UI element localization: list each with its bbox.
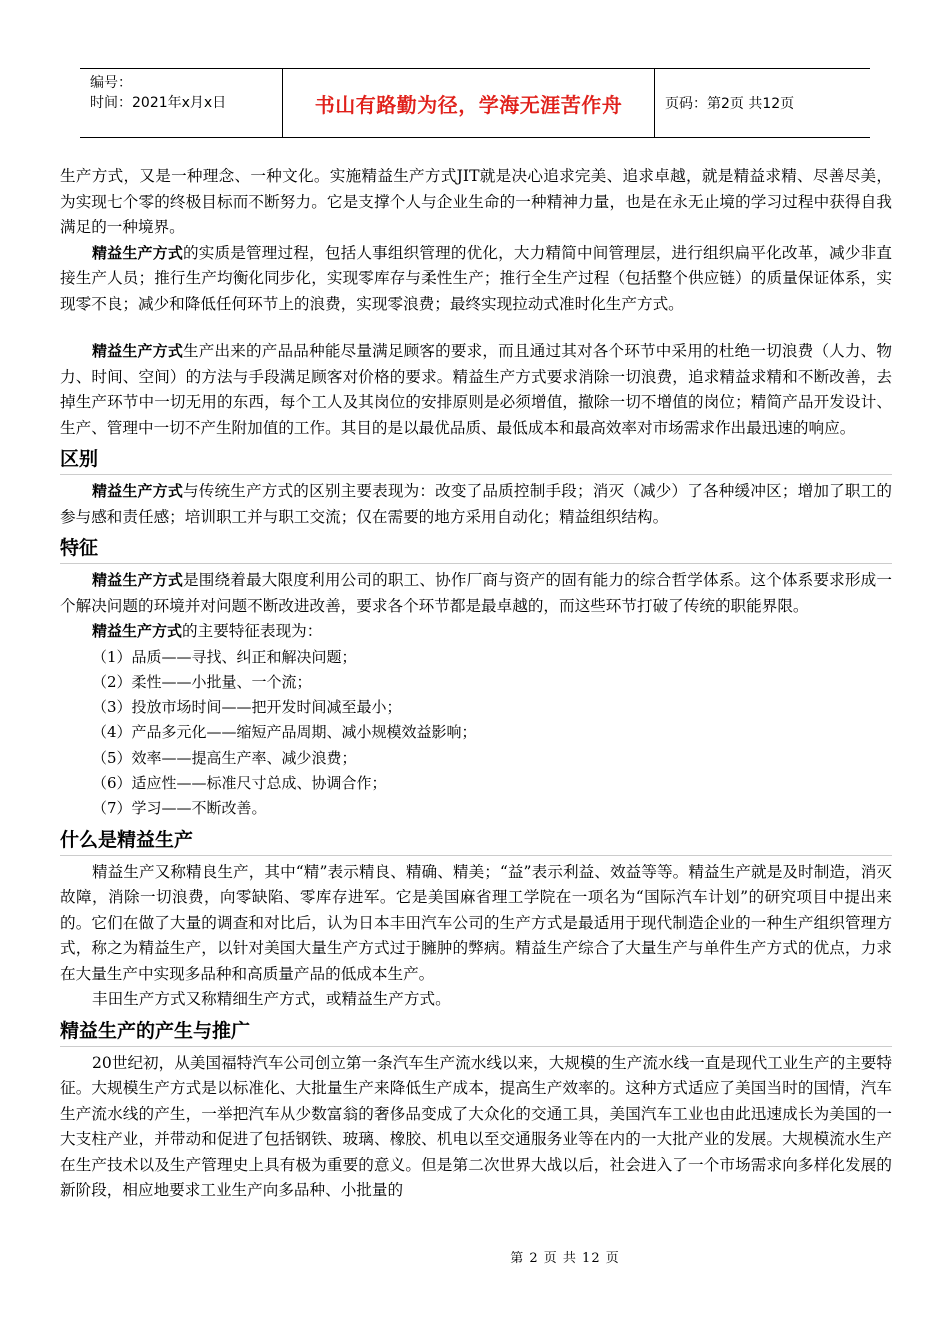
section-heading-what-is-lean: 什么是精益生产 bbox=[60, 828, 892, 856]
intro-paragraph-3 bbox=[60, 339, 892, 441]
features-paragraph-1 bbox=[60, 568, 892, 619]
term-bold: 精益生产方式 bbox=[92, 243, 183, 262]
paragraph-text: 的主要特征表现为： bbox=[182, 622, 323, 640]
origin-paragraph-1: 20世纪初，从美国福特汽车公司创立第一条汽车生产流水线以来，大规模的生产流水线一直是现代工业生产的主要特征。大规模生产方式是以标准化、大批量生产来降低生产成本，提高生产效率的。这种方式适应了美国当时的国情，汽车生产流水线的产生，一举把汽车从少数富翁的奢侈品变成了大众化的交通工具，美国汽车工业也由此迅速成长为美国的一大支柱产业，并带动和促进了包括钢铁、玻璃、橡胶、机电以至交通服务业等在内的一大批产业的发展。大规模流水生产在生产技术以及生产管理史上具有极为重要的意义。但是第二次世界大战以后，社会进入了一个市场需求向多样化发展的新阶段，相应地要求工业生产向多品种、小批量的 bbox=[60, 1053, 892, 1200]
page-info-text: 页码：第2页 共12页 bbox=[665, 96, 795, 112]
term-bold: 精益生产方式 bbox=[92, 622, 183, 640]
feature-list-item: （1）品质——寻找、纠正和解决问题； bbox=[92, 647, 357, 666]
document-number-label: 编号： bbox=[90, 75, 132, 91]
feature-list-item: （5）效率——提高生产率、减少浪费； bbox=[92, 748, 357, 767]
paragraph-text: 生产出来的产品品种能尽量满足顾客的要求，而且通过其对各个环节中采用的杜绝一切浪费（人力、物力、时间、空间）的方法与手段满足顾客对价格的要求。精益生产方式要求消除一切浪费，追求精益求精和不断改善，去掉生产环节中一切无用的东西，每个工人及其岗位的安排原则是必须增值，撤除一切不增值的岗位；精简产品开发设计、生产、管理中一切不产生附加值的工作。其目的是以最优品质、最低成本和最高效率对市场需求作出最迅速的响应。 bbox=[60, 342, 892, 437]
document-body bbox=[60, 164, 892, 1204]
paragraph-text: 的实质是管理过程，包括人事组织管理的优化，大力精简中间管理层，进行组织扁平化改革，减少非直接生产人员；推行生产均衡化同步化，实现零库存与柔性生产；推行全生产过程（包括整个供应链）的质量保证体系，实现零不良；减少和降低任何环节上的浪费，实现零浪费；最终实现拉动式准时化生产方式。 bbox=[60, 243, 892, 313]
feature-list-item: （2）柔性——小批量、一个流； bbox=[92, 672, 312, 691]
header-meta bbox=[80, 69, 283, 137]
feature-list-item: （7）学习——不断改善。 bbox=[92, 799, 267, 818]
section-heading-features: 特征 bbox=[60, 536, 892, 564]
difference-paragraph bbox=[60, 479, 892, 530]
footer-page-number: 第 2 页 共 12 页 bbox=[510, 1251, 620, 1266]
what-is-lean-paragraph-2: 丰田生产方式又称精细生产方式，或精益生产方式。 bbox=[92, 990, 451, 1009]
section-heading-origin: 精益生产的产生与推广 bbox=[60, 1019, 892, 1047]
header-motto-cell bbox=[283, 69, 655, 137]
intro-paragraph-2 bbox=[60, 241, 892, 318]
page-footer bbox=[0, 1247, 950, 1266]
feature-list-item: （6）适应性——标准尺寸总成、协调合作； bbox=[92, 773, 387, 792]
feature-list-item: （3）投放市场时间——把开发时间减至最小； bbox=[92, 698, 402, 717]
document-time-label: 时间：2021年x月x日 bbox=[90, 95, 227, 111]
header-page-info bbox=[655, 69, 870, 137]
paragraph-gap bbox=[60, 317, 892, 339]
features-paragraph-2 bbox=[60, 619, 892, 645]
page-header bbox=[80, 68, 870, 138]
paragraph-text: 是围绕着最大限度利用公司的职工、协作厂商与资产的固有能力的综合哲学体系。这个体系要求形成一个解决问题的环境并对问题不断改进改善，要求各个环节都是最卓越的，而这些环节打破了传统的职能界限。 bbox=[60, 571, 892, 615]
term-bold: 精益生产方式 bbox=[92, 571, 183, 589]
intro-paragraph-1: 生产方式，又是一种理念、一种文化。实施精益生产方式JIT就是决心追求完美、追求卓越，就是精益求精、尽善尽美，为实现七个零的终极目标而不断努力。它是支撑个人与企业生命的一种精神力量，也是在永无止境的学习过程中获得自我满足的一种境界。 bbox=[60, 167, 892, 236]
term-bold: 精益生产方式 bbox=[92, 482, 183, 500]
feature-list-item: （4）产品多元化——缩短产品周期、减小规模效益影响； bbox=[92, 723, 477, 742]
header-motto: 书山有路勤为径，学海无涯苦作舟 bbox=[314, 92, 623, 117]
section-heading-difference: 区别 bbox=[60, 447, 892, 475]
term-bold: 精益生产方式 bbox=[92, 342, 183, 360]
paragraph-text: 与传统生产方式的区别主要表现为：改变了品质控制手段；消灭（减少）了各种缓冲区；增加了职工的参与感和责任感；培训职工并与职工交流；仅在需要的地方采用自动化；精益组织结构。 bbox=[60, 482, 892, 526]
what-is-lean-paragraph-1: 精益生产又称精良生产，其中“精”表示精良、精确、精美；“益”表示利益、效益等等。精益生产就是及时制造，消灭故障，消除一切浪费，向零缺陷、零库存进军。它是美国麻省理工学院在一项名为“国际汽车计划”的研究项目中提出来的。它们在做了大量的调查和对比后，认为日本丰田汽车公司的生产方式是最适用于现代制造企业的一种生产组织管理方式，称之为精益生产，以针对美国大量生产方式过于臃肿的弊病。精益生产综合了大量生产与单件生产方式的优点，力求在大量生产中实现多品种和高质量产品的低成本生产。 bbox=[60, 862, 892, 983]
